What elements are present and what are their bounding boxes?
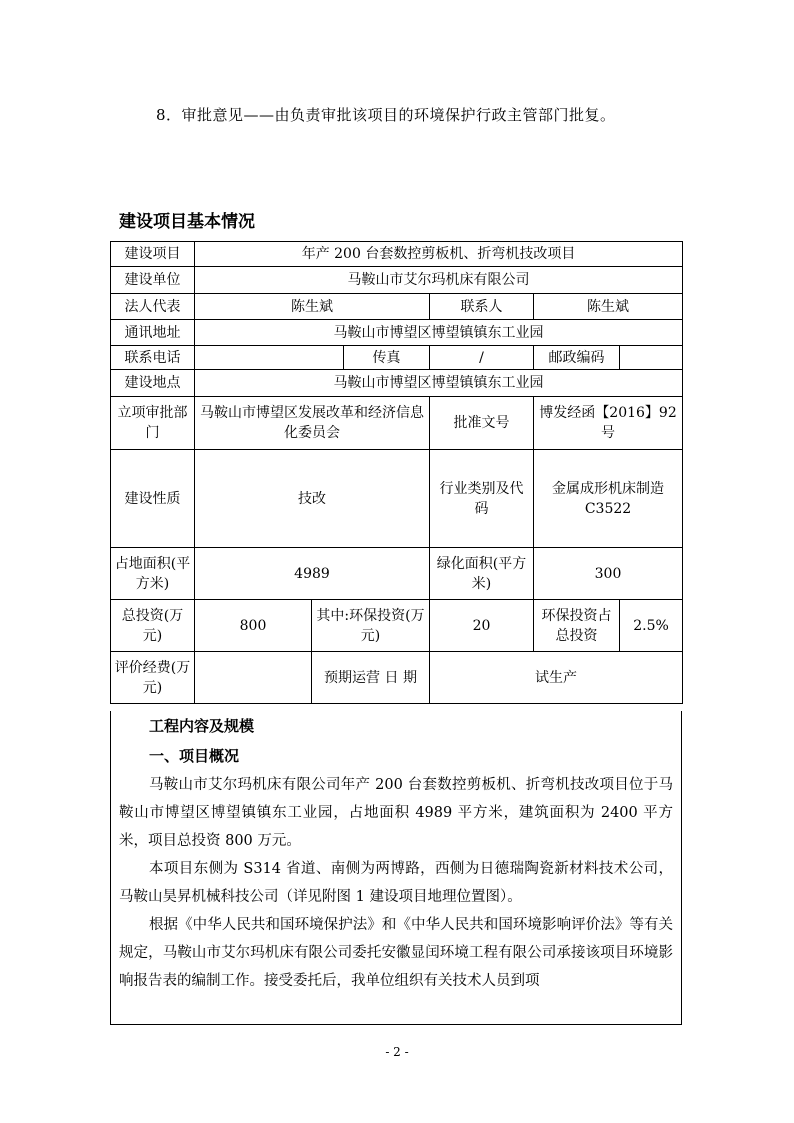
approval-dept-label: 立项审批部门 [111, 397, 195, 450]
address-label: 通讯地址 [111, 320, 195, 346]
contact-value: 陈生斌 [534, 294, 683, 320]
row-area [111, 548, 683, 600]
unit-value: 马鞍山市艾尔玛机床有限公司 [195, 267, 683, 294]
approval-dept-value: 马鞍山市博望区发展改革和经济信息化委员会 [195, 397, 430, 450]
env-invest-value: 20 [430, 600, 534, 652]
postcode-value [620, 346, 683, 370]
row-phone [111, 346, 683, 370]
nature-label: 建设性质 [111, 450, 195, 548]
phone-value [195, 346, 344, 370]
area-value: 4989 [195, 548, 430, 600]
address-value: 马鞍山市博望区博望镇镇东工业园 [195, 320, 683, 346]
phone-label: 联系电话 [111, 346, 195, 370]
nature-value: 技改 [195, 450, 430, 548]
row-fee [111, 652, 683, 704]
content-subtitle: 一、项目概况 [149, 747, 240, 765]
env-ratio-label: 环保投资占总投资 [534, 600, 620, 652]
row-unit [111, 267, 683, 294]
row-nature [111, 450, 683, 548]
page-number: - 2 - [385, 1045, 409, 1059]
paragraph-regulation: 根据《中华人民共和国环境保护法》和《中华人民共和国环境影响评价法》等有关规定，马鞍山市艾尔玛机床有限公司委托安徽显闰环境工程有限公司承接该项目环境影响报告表的编制工作。接受委托后，我单位组织有关技术人员到项 [119, 917, 673, 989]
op-date-label: 预期运营 日 期 [312, 652, 430, 704]
industry-value: 金属成形机床制造 C3522 [534, 450, 683, 548]
approval-no-label: 批准文号 [430, 397, 534, 450]
paragraph-overview: 马鞍山市艾尔玛机床有限公司年产 200 台套数控剪板机、折弯机技改项目位于马鞍山市博望区博望镇镇东工业园，占地面积 4989 平方米，建筑面积为 2400 平方米，项目总投资 800 万元。 [119, 777, 673, 849]
env-invest-label: 其中:环保投资(万元) [312, 600, 430, 652]
row-project [111, 242, 683, 267]
approval-no-value: 博发经函【2016】92号 [534, 397, 683, 450]
project-value: 年产 200 台套数控剪板机、折弯机技改项目 [195, 242, 683, 267]
unit-label: 建设单位 [111, 267, 195, 294]
env-ratio-value: 2.5% [620, 600, 683, 652]
op-date-value: 试生产 [430, 652, 683, 704]
row-approval [111, 397, 683, 450]
industry-label: 行业类别及代码 [430, 450, 534, 548]
green-value: 300 [534, 548, 683, 600]
site-label: 建设地点 [111, 370, 195, 397]
invest-label: 总投资(万元) [111, 600, 195, 652]
row-legal [111, 294, 683, 320]
content-title: 工程内容及规模 [149, 717, 255, 735]
row-invest [111, 600, 683, 652]
row-site [111, 370, 683, 397]
fee-label: 评价经费(万元) [111, 652, 195, 704]
row-address [111, 320, 683, 346]
invest-value: 800 [195, 600, 312, 652]
fax-value: / [430, 346, 534, 370]
contact-label: 联系人 [430, 294, 534, 320]
site-value: 马鞍山市博望区博望镇镇东工业园 [195, 370, 683, 397]
legal-label: 法人代表 [111, 294, 195, 320]
section-title: 建设项目基本情况 [119, 212, 255, 232]
fax-label: 传真 [344, 346, 430, 370]
fee-value [195, 652, 312, 704]
area-label: 占地面积(平方米) [111, 548, 195, 600]
project-label: 建设项目 [111, 242, 195, 267]
approval-opinion-note: 8．审批意见——由负责审批该项目的环境保护行政主管部门批复。 [156, 106, 616, 124]
postcode-label: 邮政编码 [534, 346, 620, 370]
green-label: 绿化面积(平方米) [430, 548, 534, 600]
paragraph-location: 本项目东侧为 S314 省道、南侧为两博路，西侧为日德瑞陶瓷新材料技术公司，马鞍山昊昇机械科技公司（详见附图 1 建设项目地理位置图）。 [119, 861, 673, 905]
legal-value: 陈生斌 [195, 294, 430, 320]
project-content-box [110, 711, 682, 1025]
project-info-table [110, 241, 683, 704]
